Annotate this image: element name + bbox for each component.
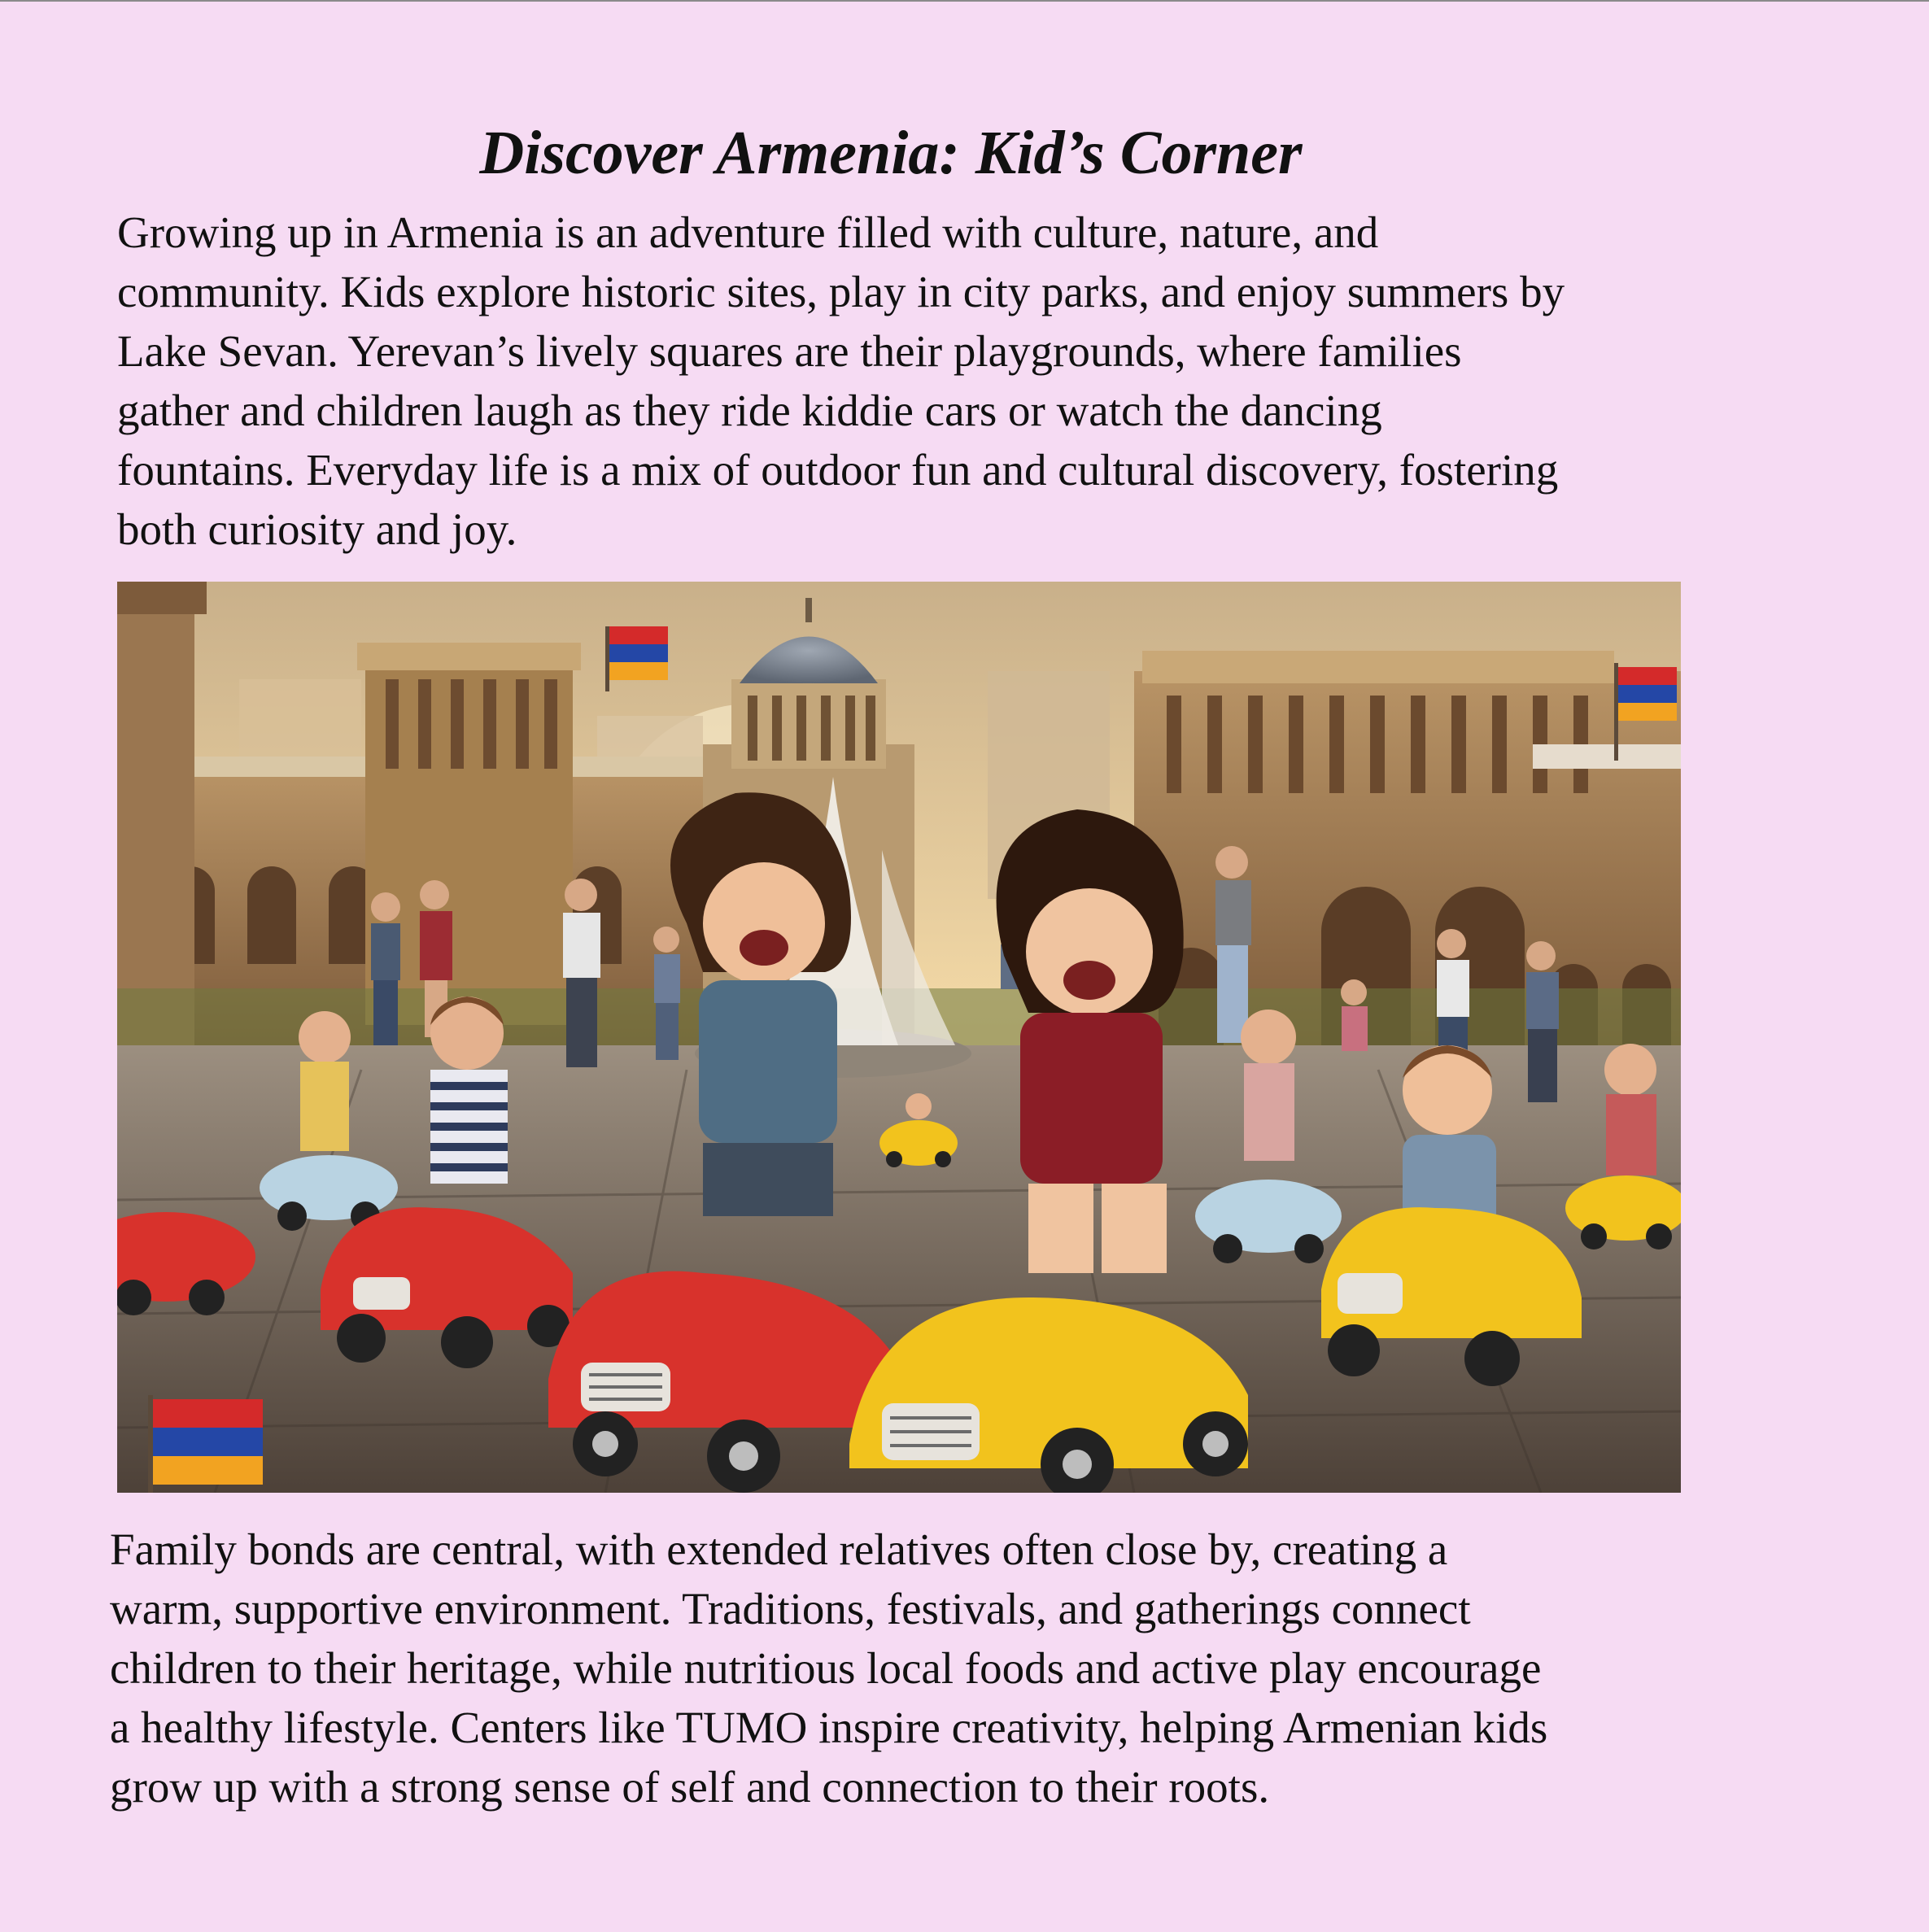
closing-line: grow up with a strong sense of self and connection to their roots. [110,1762,1270,1812]
intro-line: both curiosity and joy. [117,504,517,554]
closing-paragraph [110,1520,1547,1816]
left-colonnade-cap [357,643,581,670]
closing-line: children to their heritage, while nutritious local foods and active play encourage [110,1643,1542,1693]
closing-line: a healthy lifestyle. Centers like TUMO inspire creativity, helping Armenian kids [110,1703,1548,1752]
left-tower-top [117,582,207,614]
illustration-svg [117,582,1681,1493]
flag-bottom-left [148,1395,263,1493]
intro-line: community. Kids explore historic sites, play in city parks, and enjoy summers by [117,267,1565,316]
striped-shirt-boy [430,997,508,1184]
dome-spire [805,598,812,622]
page-title: Discover Armenia: Kid’s Corner [479,119,1303,187]
intro-line: Lake Sevan. Yerevan’s lively squares are their playgrounds, where families [117,326,1462,376]
intro-line: Growing up in Armenia is an adventure filled with culture, nature, and [117,207,1379,257]
intro-line: gather and children laugh as they ride kiddie cars or watch the dancing [117,386,1382,435]
right-colonnade-cap [1142,651,1614,683]
closing-line: Family bonds are central, with extended relatives often close by, creating a [110,1524,1448,1574]
closing-line: warm, supportive environment. Traditions, festivals, and gatherings connect [110,1584,1471,1633]
intro-line: fountains. Everyday life is a mix of outdoor fun and cultural discovery, fostering [117,445,1559,495]
kids-riding-cars-illustration [117,582,1681,1493]
left-tower [117,590,194,1045]
intro-paragraph [117,203,1565,559]
right-roofline [1533,744,1681,769]
